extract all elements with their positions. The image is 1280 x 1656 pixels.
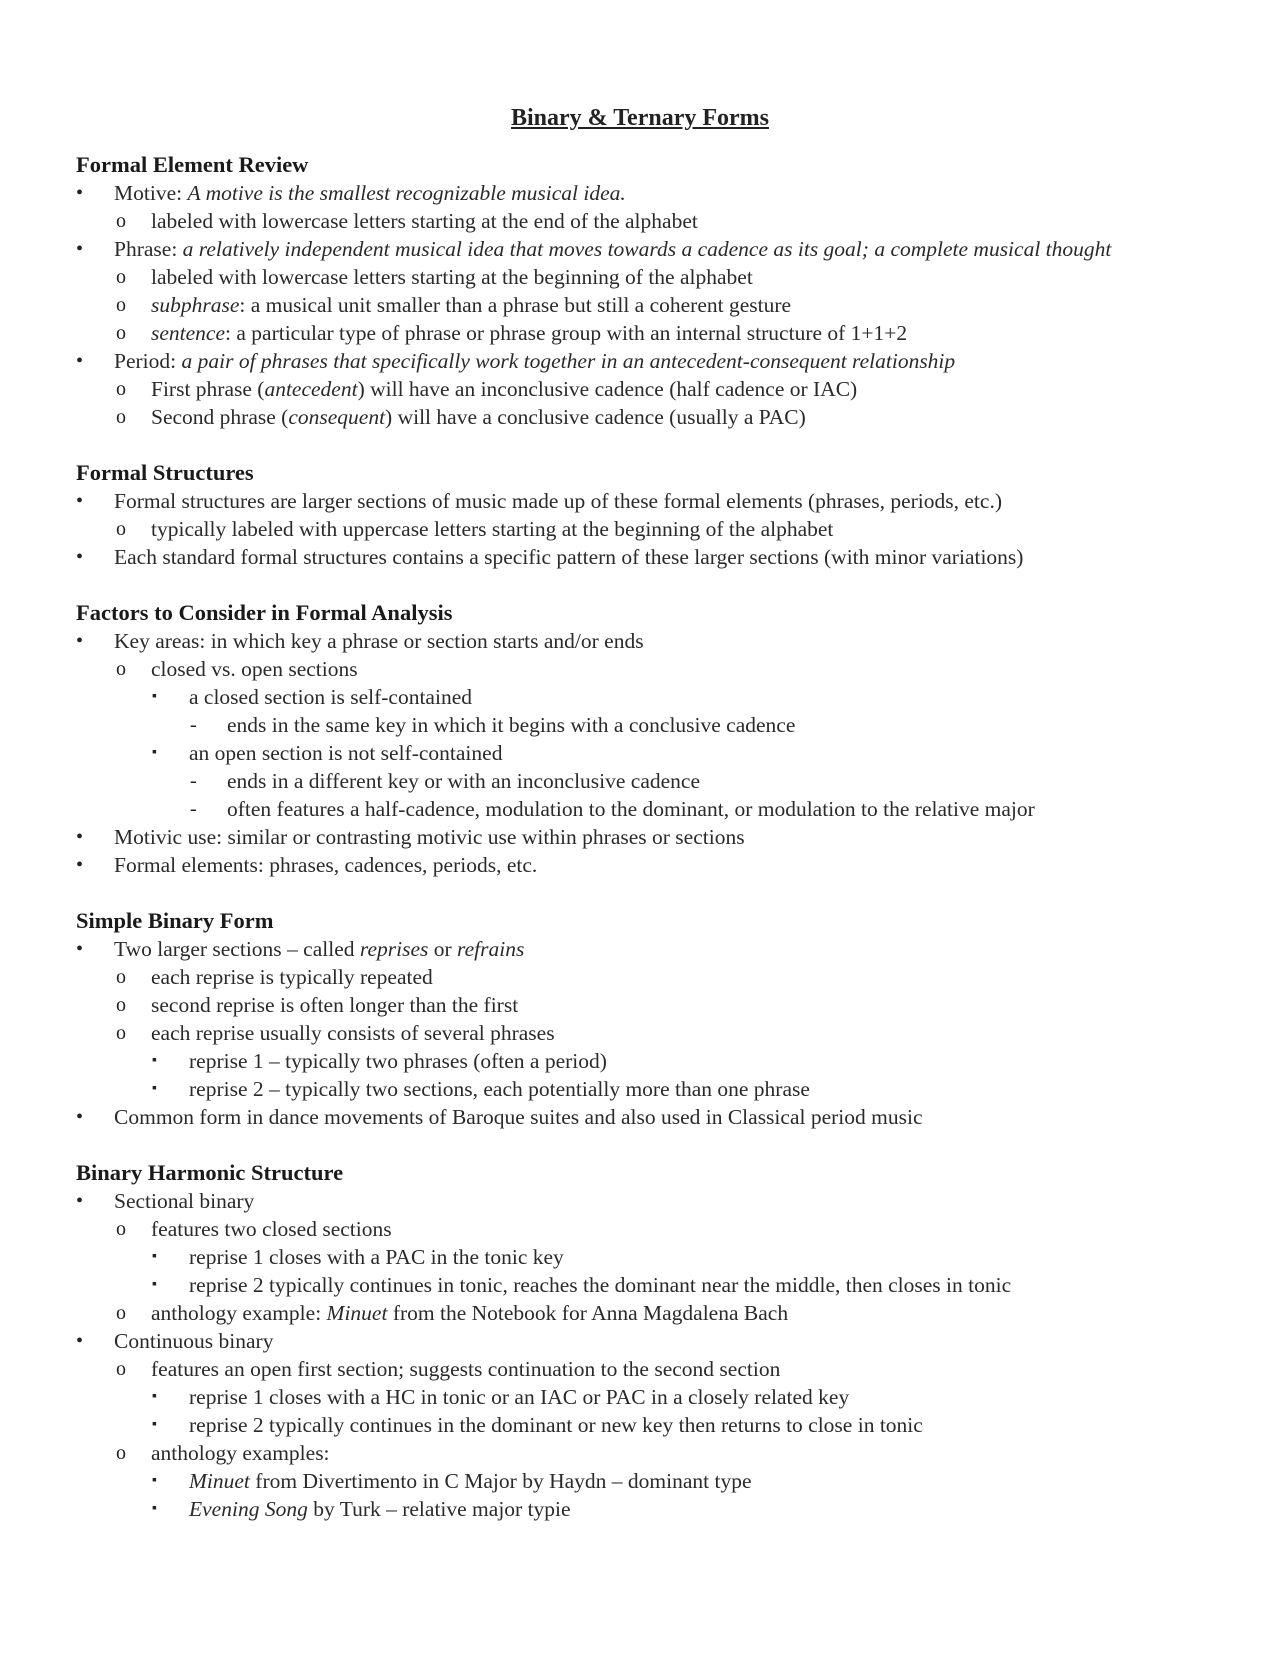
text-run: Period: [114, 349, 182, 373]
square-bullet-icon: ▪ [152, 1389, 157, 1404]
list-item-level-3 [189, 1047, 607, 1075]
circle-bullet-icon: o [116, 518, 126, 540]
text-run: typically labeled with uppercase letters starting at the beginning of the alphabet [151, 517, 834, 541]
square-bullet-icon: ▪ [152, 1473, 157, 1488]
section-heading [76, 459, 254, 487]
square-bullet-icon: ▪ [152, 1081, 157, 1096]
text-run: Factors to Consider in Formal Analysis [76, 600, 453, 625]
square-bullet-icon: ▪ [152, 1417, 157, 1432]
bullet-icon: • [76, 546, 84, 568]
text-run: closed vs. open sections [151, 657, 358, 681]
list-item-level-1 [114, 487, 1002, 515]
circle-bullet-icon: o [116, 406, 126, 428]
bullet-icon: • [76, 490, 84, 512]
italic-term: Minuet [189, 1469, 250, 1493]
text-run: Continuous binary [114, 1329, 274, 1353]
italic-term: Minuet [326, 1301, 388, 1325]
text-run: Common form in dance movements of Baroque suites and also used in Classical period music [114, 1105, 923, 1129]
list-item-level-1 [114, 851, 537, 879]
list-item-level-4 [227, 795, 1035, 823]
circle-bullet-icon: o [116, 1358, 126, 1380]
text-run: Two larger sections – called [114, 937, 360, 961]
text-run: from Divertimento in C Major by Haydn – dominant type [249, 1469, 752, 1493]
list-item-level-2 [151, 291, 791, 319]
text-run: Motivic use: similar or contrasting motivic use within phrases or sections [114, 825, 745, 849]
list-item-level-1 [114, 935, 524, 963]
text-run: ends in a different key or with an inconclusive cadence [227, 769, 701, 793]
circle-bullet-icon: o [116, 1218, 126, 1240]
bullet-icon: • [76, 182, 84, 204]
text-run: : a musical unit smaller than a phrase but still a coherent gesture [239, 293, 792, 317]
text-run: features two closed sections [151, 1217, 392, 1241]
text-run: Formal Structures [76, 460, 254, 485]
bullet-icon: • [76, 1106, 84, 1128]
text-run: each reprise usually consists of several phrases [151, 1021, 555, 1045]
list-item-level-1 [114, 1187, 254, 1215]
text-run: reprise 2 typically continues in the dominant or new key then returns to close in tonic [189, 1413, 923, 1437]
dash-bullet-icon: - [190, 798, 197, 820]
circle-bullet-icon: o [116, 378, 126, 400]
circle-bullet-icon: o [116, 266, 126, 288]
italic-term: sentence [151, 321, 226, 345]
list-item-level-2 [151, 991, 518, 1019]
text-run: often features a half-cadence, modulation to the dominant, or modulation to the relative major [227, 797, 1035, 821]
list-item-level-2 [151, 1439, 330, 1467]
text-run: First phrase ( [151, 377, 265, 401]
circle-bullet-icon: o [116, 210, 126, 232]
circle-bullet-icon: o [116, 658, 126, 680]
bullet-icon: • [76, 350, 84, 372]
text-run: Binary Harmonic Structure [76, 1160, 344, 1185]
list-item-level-2 [151, 1299, 788, 1327]
square-bullet-icon: ▪ [152, 1053, 157, 1068]
list-item-level-3 [189, 683, 472, 711]
italic-term: consequent [288, 405, 386, 429]
circle-bullet-icon: o [116, 994, 126, 1016]
text-run: Formal Element Review [76, 152, 309, 177]
text-run: features an open first section; suggests continuation to the second section [151, 1357, 781, 1381]
list-item-level-1 [114, 627, 644, 655]
text-run: Motive: [114, 181, 188, 205]
italic-term: a relatively independent musical idea that moves towards a cadence as its goal; a complete musical thought [182, 237, 1112, 261]
text-run: a closed section is self-contained [189, 685, 472, 709]
list-item-level-2 [151, 1355, 780, 1383]
text-run: second reprise is often longer than the first [151, 993, 519, 1017]
text-run: Formal elements: phrases, cadences, periods, etc. [114, 853, 538, 877]
bullet-icon: • [76, 1190, 84, 1212]
bullet-icon: • [76, 630, 84, 652]
text-run: each reprise is typically repeated [151, 965, 433, 989]
list-item-level-3 [189, 1495, 571, 1523]
list-item-level-2 [151, 403, 806, 431]
italic-term: a pair of phrases that specifically work together in an antecedent-consequent relationship [181, 349, 956, 373]
text-run: reprise 1 – typically two phrases (often a period) [189, 1049, 607, 1073]
text-run: labeled with lowercase letters starting at the end of the alphabet [151, 209, 698, 233]
dash-bullet-icon: - [190, 770, 197, 792]
list-item-level-1 [114, 543, 1023, 571]
dash-bullet-icon: - [190, 714, 197, 736]
text-run: Simple Binary Form [76, 908, 274, 933]
circle-bullet-icon: o [116, 966, 126, 988]
list-item-level-2 [151, 375, 857, 403]
list-item-level-2 [151, 1019, 555, 1047]
list-item-level-3 [189, 1243, 564, 1271]
section-heading [76, 907, 274, 935]
list-item-level-1 [114, 235, 1111, 263]
section-heading [76, 151, 308, 179]
text-run: reprise 2 typically continues in tonic, reaches the dominant near the middle, then closes in tonic [189, 1273, 1012, 1297]
page-title: Binary & Ternary Forms [511, 105, 769, 131]
square-bullet-icon: ▪ [152, 689, 157, 704]
text-run: Formal structures are larger sections of music made up of these formal elements (phrases, periods, etc.) [114, 489, 1002, 513]
list-item-level-2 [151, 963, 433, 991]
list-item-level-2 [151, 515, 833, 543]
section-heading [76, 599, 452, 627]
list-item-level-3 [189, 1411, 923, 1439]
text-run: Sectional binary [114, 1189, 255, 1213]
text-run: reprise 1 closes with a PAC in the tonic key [189, 1245, 564, 1269]
text-run: anthology examples: [151, 1441, 330, 1465]
list-item-level-1 [114, 1103, 923, 1131]
list-item-level-2 [151, 319, 907, 347]
text-run: Phrase: [114, 237, 183, 261]
text-run: labeled with lowercase letters starting at the beginning of the alphabet [151, 265, 753, 289]
bullet-icon: • [76, 938, 84, 960]
list-item-level-3 [189, 739, 502, 767]
list-item-level-4 [227, 767, 700, 795]
italic-term: Evening Song [189, 1497, 308, 1521]
section-heading [76, 1159, 343, 1187]
list-item-level-2 [151, 263, 753, 291]
bullet-icon: • [76, 854, 84, 876]
text-run: from the Notebook for Anna Magdalena Bach [387, 1301, 789, 1325]
list-item-level-1 [114, 347, 955, 375]
text-run: or [428, 937, 458, 961]
square-bullet-icon: ▪ [152, 1501, 157, 1516]
text-run: anthology example: [151, 1301, 327, 1325]
list-item-level-1 [114, 1327, 273, 1355]
list-item-level-3 [189, 1467, 752, 1495]
square-bullet-icon: ▪ [152, 1249, 157, 1264]
list-item-level-2 [151, 655, 358, 683]
bullet-icon: • [76, 238, 84, 260]
square-bullet-icon: ▪ [152, 1277, 157, 1292]
text-run: Each standard formal structures contains a specific pattern of these larger sections (with minor variations) [114, 545, 1024, 569]
text-run: an open section is not self-contained [189, 741, 503, 765]
text-run: by Turk – relative major typie [307, 1497, 571, 1521]
bullet-icon: • [76, 1330, 84, 1352]
text-run: reprise 2 – typically two sections, each potentially more than one phrase [189, 1077, 810, 1101]
circle-bullet-icon: o [116, 322, 126, 344]
text-run: Second phrase ( [151, 405, 289, 429]
text-run: ) will have an inconclusive cadence (half cadence or IAC) [357, 377, 858, 401]
circle-bullet-icon: o [116, 294, 126, 316]
list-item-level-3 [189, 1271, 1011, 1299]
italic-term: refrains [457, 937, 525, 961]
italic-term: antecedent [264, 377, 358, 401]
list-item-level-4 [227, 711, 795, 739]
square-bullet-icon: ▪ [152, 745, 157, 760]
bullet-icon: • [76, 826, 84, 848]
list-item-level-1 [114, 179, 626, 207]
text-run: Key areas: in which key a phrase or section starts and/or ends [114, 629, 644, 653]
list-item-level-3 [189, 1075, 810, 1103]
circle-bullet-icon: o [116, 1022, 126, 1044]
circle-bullet-icon: o [116, 1442, 126, 1464]
italic-term: reprises [359, 937, 429, 961]
text-run: ends in the same key in which it begins with a conclusive cadence [227, 713, 796, 737]
italic-term: A motive is the smallest recognizable musical idea. [187, 181, 626, 205]
circle-bullet-icon: o [116, 1302, 126, 1324]
list-item-level-2 [151, 1215, 392, 1243]
italic-term: subphrase [151, 293, 240, 317]
text-run: ) will have a conclusive cadence (usually a PAC) [385, 405, 806, 429]
text-run: : a particular type of phrase or phrase group with an internal structure of 1+1+2 [225, 321, 908, 345]
text-run: reprise 1 closes with a HC in tonic or an IAC or PAC in a closely related key [189, 1385, 850, 1409]
list-item-level-2 [151, 207, 698, 235]
list-item-level-3 [189, 1383, 849, 1411]
list-item-level-1 [114, 823, 745, 851]
